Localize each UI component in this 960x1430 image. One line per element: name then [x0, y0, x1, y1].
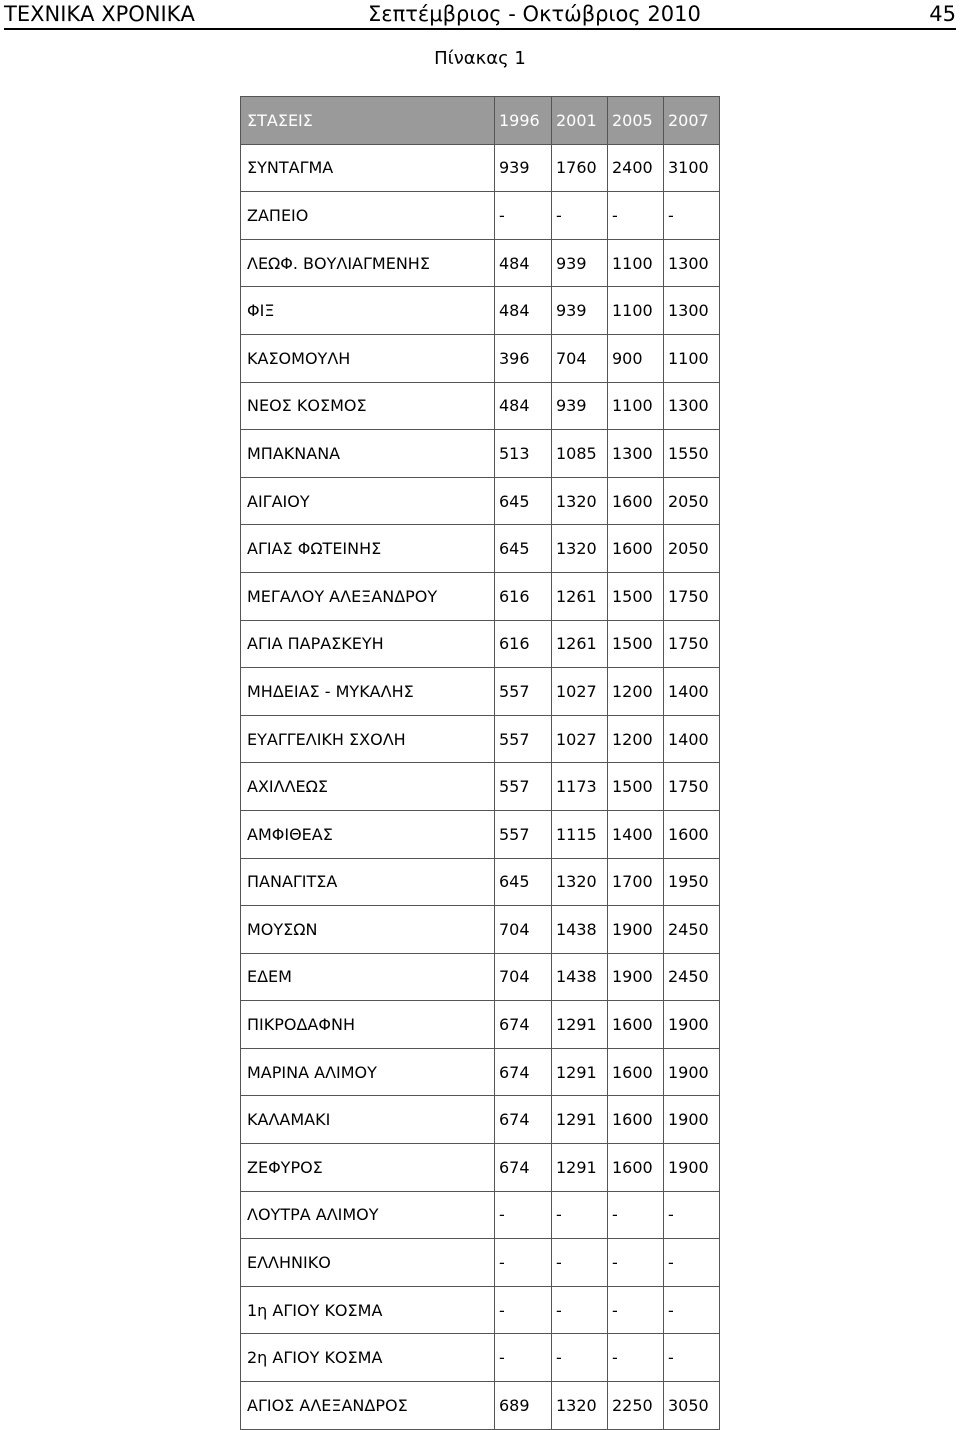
value-cell: - — [552, 1286, 608, 1334]
value-cell: 1100 — [608, 239, 664, 287]
value-cell: 1900 — [664, 1096, 720, 1144]
value-cell: 1950 — [664, 858, 720, 906]
table-row — [241, 239, 720, 287]
value-cell: - — [664, 1191, 720, 1239]
value-cell: 1027 — [552, 715, 608, 763]
table-row — [241, 1048, 720, 1096]
value-cell: 1760 — [552, 144, 608, 192]
table-row — [241, 906, 720, 954]
value-cell: - — [552, 1334, 608, 1382]
station-name-cell: ΜΠΑΚΝΑΝΑ — [241, 430, 495, 478]
table-row — [241, 810, 720, 858]
value-cell: 1320 — [552, 525, 608, 573]
value-cell: 1900 — [664, 1048, 720, 1096]
table-row — [241, 1382, 720, 1430]
value-cell: 1173 — [552, 763, 608, 811]
journal-title: ΤΕΧΝΙΚΑ ΧΡΟΝΙΚΑ — [4, 2, 195, 26]
value-cell: - — [664, 1239, 720, 1287]
value-cell: 689 — [495, 1382, 552, 1430]
station-name-cell: ΑΙΓΑΙΟΥ — [241, 477, 495, 525]
station-name-cell: ΑΓΙΑ ΠΑΡΑΣΚΕΥΗ — [241, 620, 495, 668]
value-cell: 674 — [495, 1001, 552, 1049]
value-cell: 2250 — [608, 1382, 664, 1430]
value-cell: 513 — [495, 430, 552, 478]
value-cell: 1291 — [552, 1144, 608, 1192]
value-cell: 1320 — [552, 858, 608, 906]
column-header-year: 1996 — [495, 97, 552, 145]
value-cell: 704 — [552, 334, 608, 382]
value-cell: 1500 — [608, 572, 664, 620]
page-number: 45 — [929, 2, 956, 26]
station-name-cell: ΑΧΙΛΛΕΩΣ — [241, 763, 495, 811]
value-cell: - — [608, 192, 664, 240]
value-cell: 1500 — [608, 763, 664, 811]
table-caption: Πίνακας 1 — [434, 48, 526, 69]
value-cell: - — [495, 192, 552, 240]
value-cell: 2400 — [608, 144, 664, 192]
station-name-cell: ΜΗΔΕΙΑΣ - ΜΥΚΑΛΗΣ — [241, 668, 495, 716]
value-cell: - — [495, 1286, 552, 1334]
value-cell: 1438 — [552, 953, 608, 1001]
value-cell: 1100 — [608, 382, 664, 430]
column-header-year: 2007 — [664, 97, 720, 145]
page-header — [4, 0, 956, 30]
station-name-cell: ΕΛΛΗΝΙΚΟ — [241, 1239, 495, 1287]
value-cell: 1320 — [552, 1382, 608, 1430]
value-cell: - — [664, 1286, 720, 1334]
value-cell: 1700 — [608, 858, 664, 906]
value-cell: 939 — [552, 239, 608, 287]
station-name-cell: ΕΔΕΜ — [241, 953, 495, 1001]
value-cell: 645 — [495, 525, 552, 573]
value-cell: 1291 — [552, 1096, 608, 1144]
value-cell: 939 — [552, 287, 608, 335]
value-cell: 1115 — [552, 810, 608, 858]
issue-date: Σεπτέμβριος - Οκτώβριος 2010 — [368, 2, 701, 26]
value-cell: 1291 — [552, 1001, 608, 1049]
value-cell: 2050 — [664, 525, 720, 573]
table-row — [241, 1286, 720, 1334]
value-cell: 1600 — [608, 1048, 664, 1096]
table-row — [241, 668, 720, 716]
station-name-cell: ΠΙΚΡΟΔΑΦΝΗ — [241, 1001, 495, 1049]
station-name-cell: 1η ΑΓΙΟΥ ΚΟΣΜΑ — [241, 1286, 495, 1334]
value-cell: 645 — [495, 858, 552, 906]
table-row — [241, 430, 720, 478]
value-cell: - — [664, 1334, 720, 1382]
value-cell: 484 — [495, 382, 552, 430]
station-name-cell: ΑΓΙΑΣ ΦΩΤΕΙΝΗΣ — [241, 525, 495, 573]
value-cell: - — [552, 192, 608, 240]
value-cell: 1400 — [664, 668, 720, 716]
table-row — [241, 382, 720, 430]
value-cell: 900 — [608, 334, 664, 382]
value-cell: 2450 — [664, 953, 720, 1001]
value-cell: 1600 — [608, 525, 664, 573]
table-row — [241, 763, 720, 811]
table-row — [241, 1096, 720, 1144]
table-row — [241, 1239, 720, 1287]
value-cell: 2050 — [664, 477, 720, 525]
station-name-cell: ΜΕΓΑΛΟΥ ΑΛΕΞΑΝΔΡΟΥ — [241, 572, 495, 620]
station-name-cell: ΛΟΥΤΡΑ ΑΛΙΜΟΥ — [241, 1191, 495, 1239]
value-cell: 1600 — [664, 810, 720, 858]
station-name-cell: ΜΑΡΙΝΑ ΑΛΙΜΟΥ — [241, 1048, 495, 1096]
value-cell: 616 — [495, 620, 552, 668]
station-name-cell: ΑΓΙΟΣ ΑΛΕΞΑΝΔΡΟΣ — [241, 1382, 495, 1430]
value-cell: 484 — [495, 239, 552, 287]
station-name-cell: ΛΕΩΦ. ΒΟΥΛΙΑΓΜΕΝΗΣ — [241, 239, 495, 287]
value-cell: 1550 — [664, 430, 720, 478]
value-cell: 1100 — [608, 287, 664, 335]
table-row — [241, 525, 720, 573]
value-cell: 1400 — [664, 715, 720, 763]
value-cell: 674 — [495, 1144, 552, 1192]
table-header-row — [241, 97, 720, 145]
value-cell: 674 — [495, 1096, 552, 1144]
value-cell: 674 — [495, 1048, 552, 1096]
station-name-cell: ΚΑΛΑΜΑΚΙ — [241, 1096, 495, 1144]
table-row — [241, 620, 720, 668]
value-cell: 1320 — [552, 477, 608, 525]
table-row — [241, 287, 720, 335]
value-cell: - — [495, 1239, 552, 1287]
value-cell: 2450 — [664, 906, 720, 954]
value-cell: 557 — [495, 810, 552, 858]
value-cell: 3100 — [664, 144, 720, 192]
value-cell: 1300 — [664, 382, 720, 430]
value-cell: - — [608, 1286, 664, 1334]
table-row — [241, 1191, 720, 1239]
value-cell: 1085 — [552, 430, 608, 478]
value-cell: - — [608, 1191, 664, 1239]
value-cell: 1300 — [664, 287, 720, 335]
value-cell: 557 — [495, 668, 552, 716]
station-name-cell: ΣΥΝΤΑΓΜΑ — [241, 144, 495, 192]
value-cell: 1200 — [608, 715, 664, 763]
station-name-cell: ΠΑΝΑΓΙΤΣΑ — [241, 858, 495, 906]
station-name-cell: ΦΙΞ — [241, 287, 495, 335]
value-cell: 1300 — [608, 430, 664, 478]
value-cell: 704 — [495, 906, 552, 954]
value-cell: 557 — [495, 763, 552, 811]
value-cell: 557 — [495, 715, 552, 763]
value-cell: 396 — [495, 334, 552, 382]
value-cell: 1600 — [608, 1096, 664, 1144]
station-name-cell: ΕΥΑΓΓΕΛΙΚΗ ΣΧΟΛΗ — [241, 715, 495, 763]
value-cell: 1500 — [608, 620, 664, 668]
value-cell: - — [495, 1191, 552, 1239]
value-cell: - — [552, 1191, 608, 1239]
station-name-cell: ΜΟΥΣΩΝ — [241, 906, 495, 954]
value-cell: 1900 — [664, 1144, 720, 1192]
value-cell: 939 — [495, 144, 552, 192]
table-row — [241, 192, 720, 240]
value-cell: 484 — [495, 287, 552, 335]
table-row — [241, 572, 720, 620]
station-name-cell: ΑΜΦΙΘΕΑΣ — [241, 810, 495, 858]
station-name-cell: ΝΕΟΣ ΚΟΣΜΟΣ — [241, 382, 495, 430]
value-cell: 1200 — [608, 668, 664, 716]
column-header-year: 2005 — [608, 97, 664, 145]
stations-table — [240, 96, 720, 1430]
value-cell: - — [495, 1334, 552, 1382]
value-cell: 1600 — [608, 1001, 664, 1049]
value-cell: 1400 — [608, 810, 664, 858]
table-row — [241, 334, 720, 382]
table-row — [241, 144, 720, 192]
value-cell: 1600 — [608, 477, 664, 525]
table-row — [241, 1144, 720, 1192]
value-cell: - — [608, 1334, 664, 1382]
table-row — [241, 1001, 720, 1049]
value-cell: 1900 — [664, 1001, 720, 1049]
value-cell: 704 — [495, 953, 552, 1001]
value-cell: 3050 — [664, 1382, 720, 1430]
value-cell: 1900 — [608, 953, 664, 1001]
value-cell: 616 — [495, 572, 552, 620]
value-cell: 939 — [552, 382, 608, 430]
value-cell: 1750 — [664, 620, 720, 668]
value-cell: 1261 — [552, 572, 608, 620]
station-name-cell: ΚΑΣΟΜΟΥΛΗ — [241, 334, 495, 382]
column-header-stations: ΣΤΑΣΕΙΣ — [241, 97, 495, 145]
value-cell: 1750 — [664, 763, 720, 811]
table-row — [241, 715, 720, 763]
value-cell: 1100 — [664, 334, 720, 382]
station-name-cell: ΖΑΠΕΙΟ — [241, 192, 495, 240]
value-cell: 1291 — [552, 1048, 608, 1096]
value-cell: 1750 — [664, 572, 720, 620]
value-cell: 1261 — [552, 620, 608, 668]
value-cell: 1900 — [608, 906, 664, 954]
value-cell: - — [608, 1239, 664, 1287]
table-row — [241, 477, 720, 525]
value-cell: 1027 — [552, 668, 608, 716]
table-row — [241, 858, 720, 906]
station-name-cell: 2η ΑΓΙΟΥ ΚΟΣΜΑ — [241, 1334, 495, 1382]
value-cell: - — [664, 192, 720, 240]
value-cell: 1438 — [552, 906, 608, 954]
value-cell: 1600 — [608, 1144, 664, 1192]
table-row — [241, 1334, 720, 1382]
value-cell: - — [552, 1239, 608, 1287]
column-header-year: 2001 — [552, 97, 608, 145]
station-name-cell: ΖΕΦΥΡΟΣ — [241, 1144, 495, 1192]
value-cell: 1300 — [664, 239, 720, 287]
value-cell: 645 — [495, 477, 552, 525]
table-row — [241, 953, 720, 1001]
